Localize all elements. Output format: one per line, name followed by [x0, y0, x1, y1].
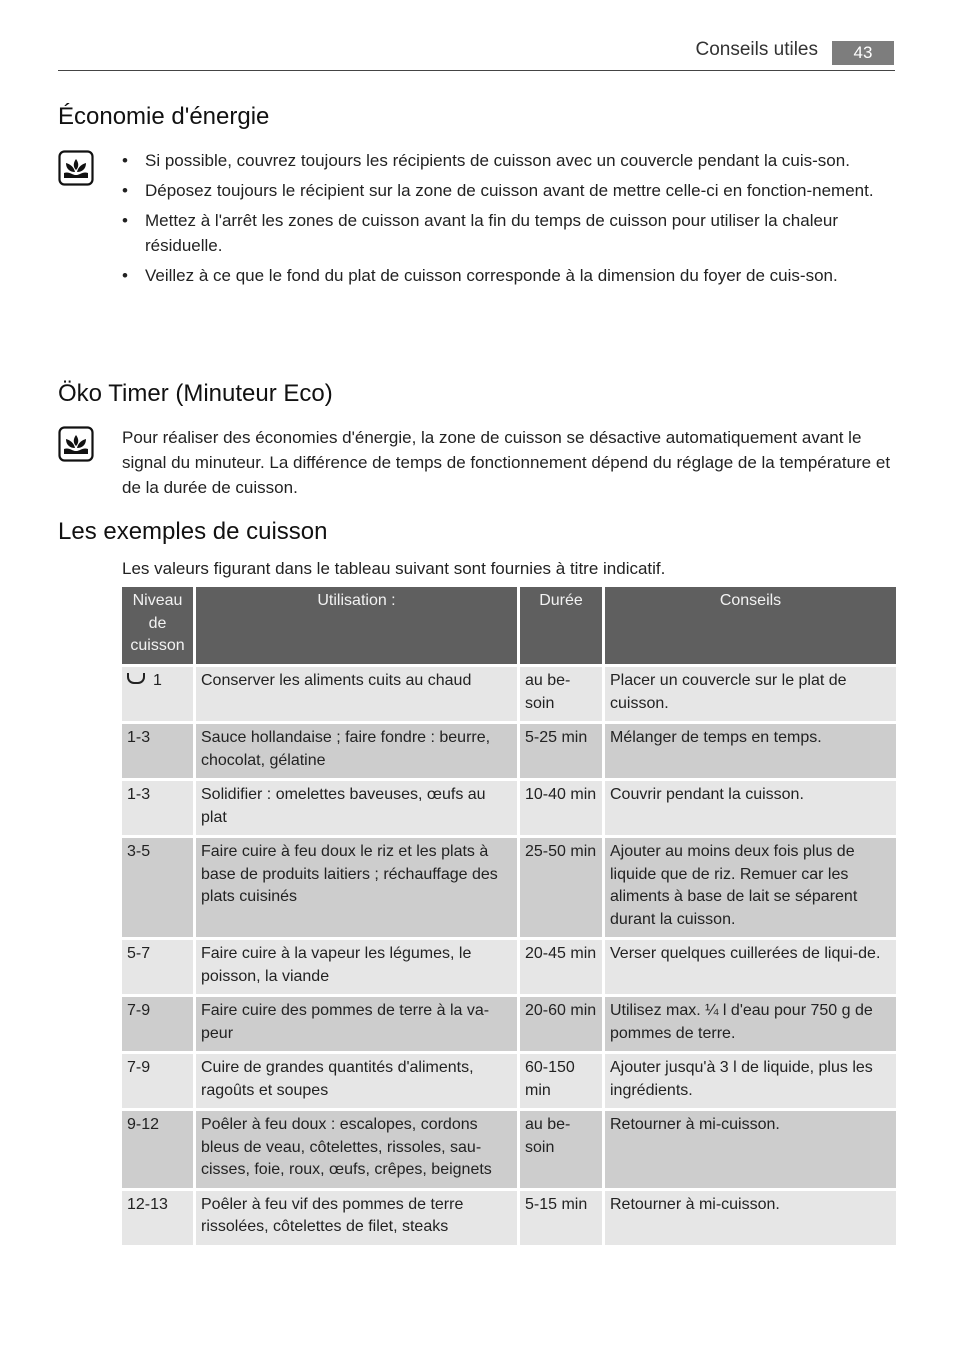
- table-header-row: [122, 587, 896, 664]
- table-row: [122, 1191, 896, 1245]
- examples-intro: Les valeurs figurant dans le tableau suivant sont fournies à titre indicatif.: [122, 559, 666, 578]
- list-item: • Si possible, couvrez toujours les récipients de cuisson avec un couvercle pendant la cuis-son.: [122, 148, 897, 173]
- table-row: [122, 667, 896, 721]
- table-row: [122, 1054, 896, 1108]
- level-cell: 1-3: [122, 781, 193, 835]
- table-row: [122, 838, 896, 937]
- duration-cell: au be-soin: [520, 667, 602, 721]
- level-cell: 9-12: [122, 1111, 193, 1188]
- duration-cell: au be-soin: [520, 1111, 602, 1188]
- tip-cell: Ajouter jusqu'à 3 l de liquide, plus les ingrédients.: [605, 1054, 896, 1108]
- tip-cell: Ajouter au moins deux fois plus de liquide que de riz. Remuer car les aliments à base de lait se séparent durant la cuisson.: [605, 838, 896, 937]
- page-number: 43: [832, 41, 894, 65]
- list-item: • Déposez toujours le récipient sur la zone de cuisson avant de mettre celle-ci en fonction-nement.: [122, 178, 897, 203]
- level-cell: 1: [122, 667, 193, 721]
- level-cell: 7-9: [122, 1054, 193, 1108]
- use-cell: Poêler à feu vif des pommes de terre rissolées, côtelettes de filet, steaks: [196, 1191, 517, 1245]
- tip-cell: Retourner à mi-cuisson.: [605, 1111, 896, 1188]
- header-divider: [58, 70, 895, 71]
- use-cell: Sauce hollandaise ; faire fondre : beurre, chocolat, gélatine: [196, 724, 517, 778]
- level-cell: 7-9: [122, 997, 193, 1051]
- tip-cell: Utilisez max. ¼ l d'eau pour 750 g de pommes de terre.: [605, 997, 896, 1051]
- level-cell: 12-13: [122, 1191, 193, 1245]
- oko-section-title: Öko Timer (Minuteur Eco): [58, 380, 333, 407]
- column-header-duration: Durée: [520, 587, 602, 664]
- eco-tip-icon: [58, 150, 94, 186]
- examples-section-title: Les exemples de cuisson: [58, 518, 328, 545]
- use-cell: Solidifier : omelettes baveuses, œufs au plat: [196, 781, 517, 835]
- keep-warm-icon: [127, 673, 145, 684]
- running-header: Conseils utiles: [695, 39, 818, 60]
- cooking-table: [122, 587, 895, 1245]
- level-cell: 1-3: [122, 724, 193, 778]
- tip-cell: Placer un couvercle sur le plat de cuisson.: [605, 667, 896, 721]
- use-cell: Faire cuire à la vapeur les légumes, le poisson, la viande: [196, 940, 517, 994]
- use-cell: Faire cuire à feu doux le riz et les plats à base de produits laitiers ; réchauffage des plats cuisinés: [196, 838, 517, 937]
- table-row: [122, 724, 896, 778]
- table-row: [122, 781, 896, 835]
- duration-cell: 60-150 min: [520, 1054, 602, 1108]
- energy-tips-list: [122, 148, 897, 293]
- list-item: • Veillez à ce que le fond du plat de cuisson corresponde à la dimension du foyer de cuis-son.: [122, 263, 897, 288]
- duration-cell: 20-60 min: [520, 997, 602, 1051]
- level-cell: 3-5: [122, 838, 193, 937]
- duration-cell: 10-40 min: [520, 781, 602, 835]
- duration-cell: 20-45 min: [520, 940, 602, 994]
- duration-cell: 5-25 min: [520, 724, 602, 778]
- energy-section-title: Économie d'énergie: [58, 103, 270, 130]
- tip-cell: Verser quelques cuillerées de liqui-de.: [605, 940, 896, 994]
- level-cell: 5-7: [122, 940, 193, 994]
- table-row: [122, 1111, 896, 1188]
- list-item: • Mettez à l'arrêt les zones de cuisson avant la fin du temps de cuisson pour utiliser la chaleur résiduelle.: [122, 208, 897, 258]
- column-header-use: Utilisation :: [196, 587, 517, 664]
- column-header-tips: Conseils: [605, 587, 896, 664]
- tip-cell: Couvrir pendant la cuisson.: [605, 781, 896, 835]
- tip-cell: Retourner à mi-cuisson.: [605, 1191, 896, 1245]
- use-cell: Cuire de grandes quantités d'aliments, ragoûts et soupes: [196, 1054, 517, 1108]
- use-cell: Conserver les aliments cuits au chaud: [196, 667, 517, 721]
- eco-tip-icon: [58, 426, 94, 462]
- tip-cell: Mélanger de temps en temps.: [605, 724, 896, 778]
- table-row: [122, 940, 896, 994]
- oko-description: Pour réaliser des économies d'énergie, la zone de cuisson se désactive automatiquement avant le signal du minuteur. La différence de temps de fonctionnement dépend du réglage de la température et de la durée de cuisson.: [122, 428, 891, 497]
- duration-cell: 25-50 min: [520, 838, 602, 937]
- use-cell: Poêler à feu doux : escalopes, cordons bleus de veau, côtelettes, rissoles, sau-cisses, foie, roux, œufs, crêpes, beignets: [196, 1111, 517, 1188]
- table-row: [122, 997, 896, 1051]
- column-header-level: Niveau de cuisson: [122, 587, 193, 664]
- use-cell: Faire cuire des pommes de terre à la va-peur: [196, 997, 517, 1051]
- duration-cell: 5-15 min: [520, 1191, 602, 1245]
